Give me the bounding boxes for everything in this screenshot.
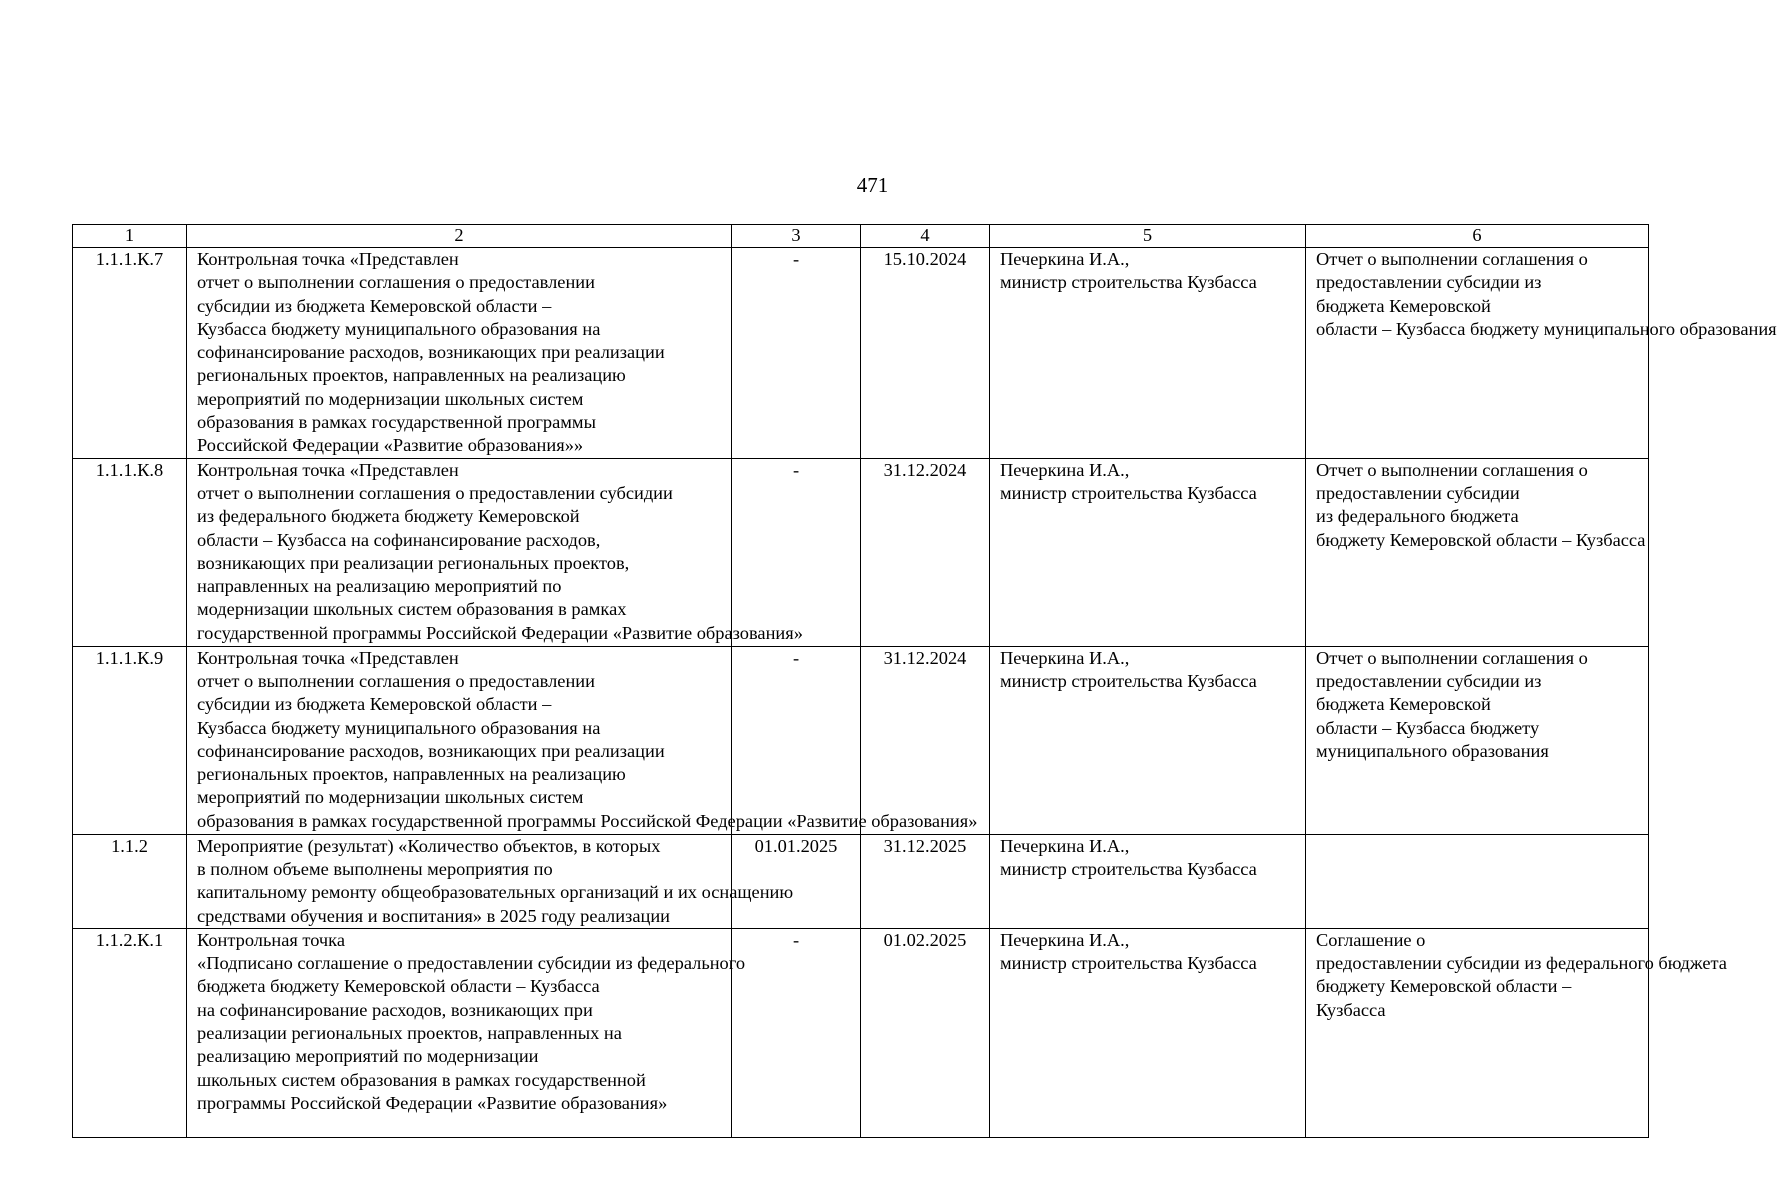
row-start-date: 01.01.2025 (732, 834, 861, 928)
row-document (1306, 834, 1649, 928)
row-name: Контрольная точка «Представлен отчет о выполнении соглашения о предоставлении субсидии из бюджета Кемеровской области – Кузбасса бюджету муниципального образования на софинансирование расходов, возникающих при реализации региональных проектов, направленных на реализацию мероприятий по модернизации школьных систем образования в рамках государственной программы Российской Федерации «Развитие образования» (187, 646, 732, 834)
row-end-date: 31.12.2024 (861, 646, 990, 834)
row-code: 1.1.2.К.1 (73, 928, 187, 1137)
row-code: 1.1.1.К.8 (73, 458, 187, 646)
row-name: Контрольная точка «Представлен отчет о выполнении соглашения о предоставлении субсидии из бюджета Кемеровской области – Кузбасса бюджету муниципального образования на софинансирование расходов, возникающих при реализации региональных проектов, направленных на реализацию мероприятий по модернизации школьных систем образования в рамках государственной программы Российской Федерации «Развитие образования»» (187, 248, 732, 459)
row-name: Контрольная точка «Представлен отчет о выполнении соглашения о предоставлении субсидии из федерального бюджета бюджету Кемеровской области – Кузбасса на софинансирование расходов, возникающих при реализации региональных проектов, направленных на реализацию мероприятий по модернизации школьных систем образования в рамках государственной программы Российской Федерации «Развитие образования» (187, 458, 732, 646)
table-row (73, 458, 1649, 646)
row-document: Отчет о выполнении соглашения о предоставлении субсидии из федерального бюджета бюджету Кемеровской области – Кузбасса (1306, 458, 1649, 646)
row-start-date: - (732, 928, 861, 1137)
header-row (73, 225, 1649, 248)
row-responsible: Печеркина И.А., министр строительства Кузбасса (990, 928, 1306, 1137)
header-cell-2: 2 (187, 225, 732, 248)
row-end-date: 31.12.2024 (861, 458, 990, 646)
row-responsible: Печеркина И.А., министр строительства Кузбасса (990, 248, 1306, 459)
row-start-date: - (732, 248, 861, 459)
row-name: Мероприятие (результат) «Количество объектов, в которых в полном объеме выполнены мероприятия по капитальному ремонту общеобразовательных организаций и их оснащению средствами обучения и воспитания» в 2025 году реализации (187, 834, 732, 928)
plan-table (72, 224, 1777, 1138)
row-document: Соглашение о предоставлении субсидии из федерального бюджета бюджету Кемеровской области – Кузбасса (1306, 928, 1649, 1137)
row-end-date: 01.02.2025 (861, 928, 990, 1137)
page-number: 471 (856, 173, 889, 197)
row-responsible: Печеркина И.А., министр строительства Кузбасса (990, 834, 1306, 928)
header-cell-4: 4 (861, 225, 990, 248)
row-code: 1.1.1.К.9 (73, 646, 187, 834)
row-document: Отчет о выполнении соглашения о предоставлении субсидии из бюджета Кемеровской области – Кузбасса бюджету муниципального образования (1306, 646, 1649, 834)
row-code: 1.1.1.К.7 (73, 248, 187, 459)
header-cell-3: 3 (732, 225, 861, 248)
row-document: Отчет о выполнении соглашения о предоставлении субсидии из бюджета Кемеровской области – Кузбасса бюджету муниципального образования (1306, 248, 1649, 459)
row-responsible: Печеркина И.А., министр строительства Кузбасса (990, 646, 1306, 834)
row-responsible: Печеркина И.А., министр строительства Кузбасса (990, 458, 1306, 646)
row-end-date: 15.10.2024 (861, 248, 990, 459)
row-start-date: - (732, 646, 861, 834)
table-row (73, 248, 1649, 459)
table-row (73, 928, 1649, 1137)
table-row (73, 646, 1649, 834)
row-code: 1.1.2 (73, 834, 187, 928)
header-cell-5: 5 (990, 225, 1306, 248)
row-start-date: - (732, 458, 861, 646)
row-end-date: 31.12.2025 (861, 834, 990, 928)
header-cell-6: 6 (1306, 225, 1649, 248)
table-row (73, 834, 1649, 928)
header-cell-1: 1 (73, 225, 187, 248)
row-name: Контрольная точка «Подписано соглашение о предоставлении субсидии из федерального бюджета бюджету Кемеровской области – Кузбасса на софинансирование расходов, возникающих при реализации региональных проектов, направленных на реализацию мероприятий по модернизации школьных систем образования в рамках государственной программы Российской Федерации «Развитие образования» (187, 928, 732, 1137)
